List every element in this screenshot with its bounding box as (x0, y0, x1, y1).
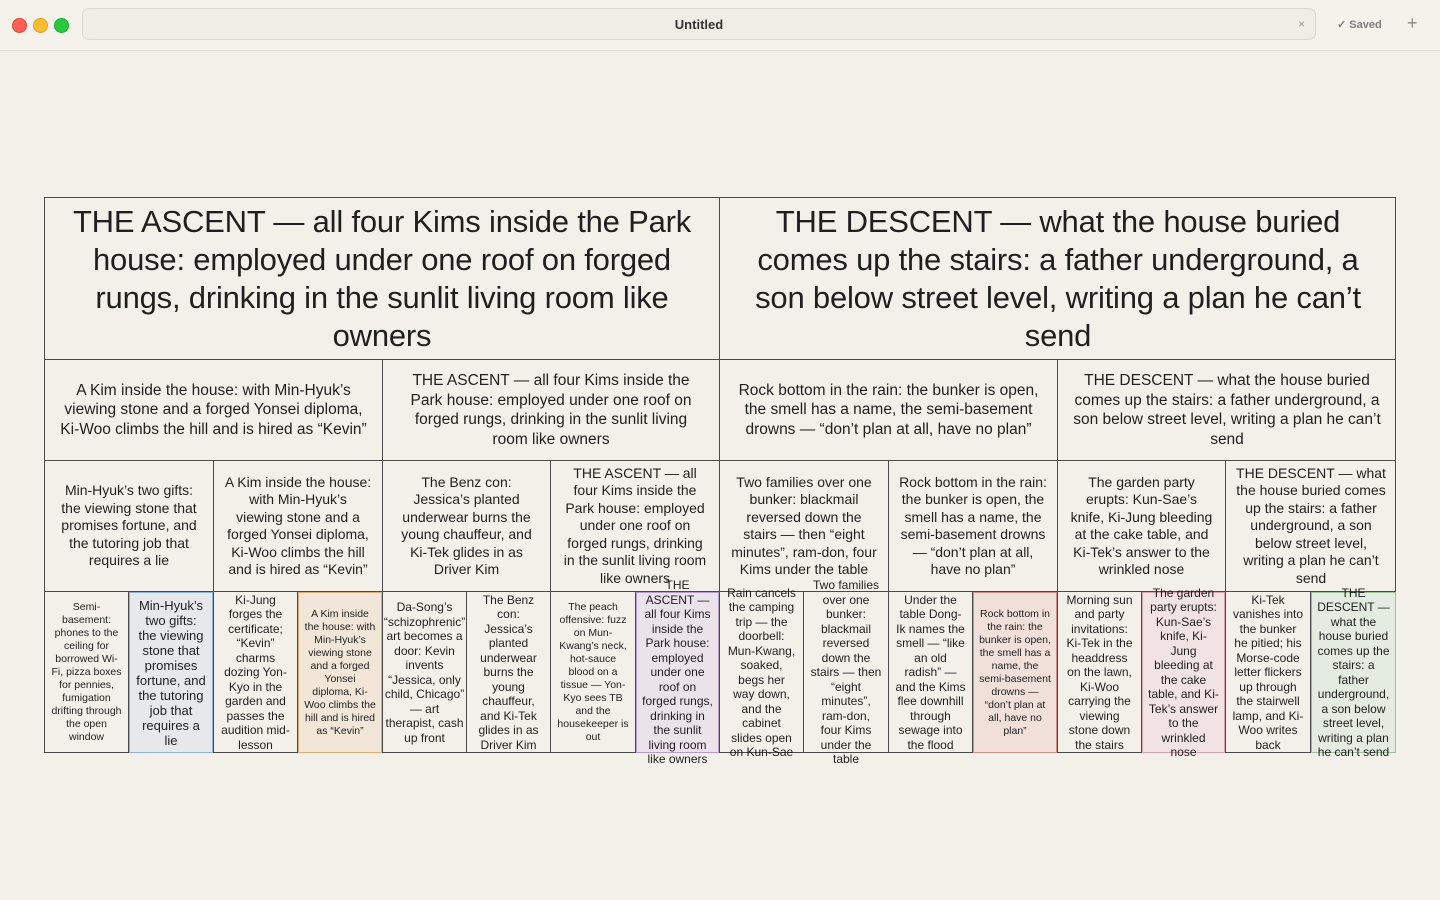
outline-cell-text: A Kim inside the house: with Min-Hyuk’s viewing stone and a forged Yonsei diploma, Ki-Woo climbs the hill and is hired as “Kevin” (60, 381, 367, 438)
tab-title: Untitled (674, 17, 724, 32)
outline-cell-text: Da-Song’s “schizophrenic” art becomes a door: Kevin invents “Jessica, only child, Chicago” — art therapist, cash up front (383, 600, 466, 745)
outline-cell-level1-1[interactable] (45, 360, 383, 461)
outline-cell-text: Ki-Jung forges the certificate; “Kevin” charms dozing Yon-Kyo in the garden and passes the audition mid-lesson (221, 592, 290, 752)
outline-cell-text: THE DESCENT — what the house buried comes up the stairs: a father underground, a son below street level, writing a plan he can’t send (1317, 585, 1390, 759)
outline-cell-level3-3[interactable] (214, 592, 298, 753)
outline-cell-text: Two families over one bunker: blackmail reversed down the stairs — then “eight minutes”, ram-don, four Kims under the table (731, 473, 877, 577)
document-tab[interactable] (82, 8, 1316, 40)
outline-cell-text: Rock bottom in the rain: the bunker is open, the smell has a name, the semi-basement drowns — “don’t plan at all, have no plan” (899, 473, 1047, 577)
outline-cell-level2-1[interactable] (45, 461, 214, 592)
outline-cell-text: A Kim inside the house: with Min-Hyuk’s viewing stone and a forged Yonsei diploma, Ki-Woo climbs the hill and is hired as “Kevin” (304, 607, 376, 737)
outline-cell-text: Rock bottom in the rain: the bunker is open, the smell has a name, the semi-basement drowns — “don’t plan at all, have no plan” (738, 381, 1039, 438)
outline-cell-text: The Benz con: Jessica’s planted underwear burns the young chauffeur, and Ki-Tek glides in as Driver Kim (401, 473, 532, 577)
outline-cell-level3-8[interactable] (636, 578, 720, 767)
outline-cell-level2-5[interactable] (720, 461, 889, 592)
outline-cell-level2-2[interactable] (214, 461, 383, 592)
outline-cell-text: The garden party erupts: Kun-Sae’s knife, Ki-Jung bleeding at the cake table, and Ki-Tek’s answer to the wrinkled nose (1148, 585, 1219, 759)
outline-cell-text: Two families over one bunker: blackmail reversed down the stairs — then “eight minutes”, ram-don, four Kims under the table (810, 578, 882, 767)
outline-cell-level3-2[interactable] (129, 592, 214, 753)
outline-cell-level3-10[interactable] (804, 578, 889, 767)
outline-cell-level0-1[interactable] (45, 198, 720, 360)
title-bar (0, 0, 1440, 51)
saved-status: ✓ Saved (1337, 19, 1382, 31)
outline-cell-level3-7[interactable] (551, 592, 636, 753)
outline-cell-level2-3[interactable] (383, 461, 551, 592)
outline-cell-level2-8[interactable] (1226, 461, 1396, 592)
outline-cell-text: Min-Hyuk’s two gifts: the viewing stone that promises fortune, and the tutoring job that requires a lie (136, 597, 206, 748)
close-window-button[interactable] (12, 18, 27, 33)
outline-cell-text: THE ASCENT — all four Kims inside the Park house: employed under one roof on forged rungs, drinking in the sunlit living room like owners (642, 578, 713, 767)
outline-cell-text: Min-Hyuk’s two gifts: the viewing stone that promises fortune, and the tutoring job that requires a lie (61, 482, 197, 569)
outline-cell-text: THE ASCENT — all four Kims inside the Park house: employed under one roof on forged rungs, drinking in the sunlit living room like owners (410, 372, 692, 448)
outline-cell-text: THE ASCENT — all four Kims inside the Park house: employed under one roof on forged rungs, drinking in the sunlit living room like owners (563, 464, 707, 586)
outline-cell-level3-6[interactable] (467, 592, 551, 753)
outline-cell-text: Ki-Tek vanishes into the bunker he pitied; his Morse-code letter flickers up through the stairwell lamp, and Ki-Woo writes back (1232, 592, 1304, 752)
outline-cell-text: Under the table Dong-Ik names the smell — “like an old radish” — and the Kims flee downhill through sewage into the flood (895, 592, 966, 752)
outline-cell-level2-6[interactable] (889, 461, 1058, 592)
outline-cell-text: A Kim inside the house: with Min-Hyuk’s viewing stone and a forged Yonsei diploma, Ki-Woo climbs the hill and is hired as “Kevin” (224, 473, 372, 577)
outline-cell-level3-15[interactable] (1226, 592, 1311, 753)
outline-cell-level3-5[interactable] (383, 592, 467, 753)
outline-cell-text: Semi-basement: phones to the ceiling for borrowed Wi-Fi, pizza boxes for pennies, fumigation drifting through the open window (51, 601, 122, 743)
minimize-window-button[interactable] (33, 18, 48, 33)
outline-cell-level3-14[interactable] (1142, 585, 1226, 759)
outline-cell-level3-16[interactable] (1311, 585, 1396, 759)
outline-cell-level3-4[interactable] (298, 592, 383, 753)
outline-cell-level3-12[interactable] (973, 592, 1058, 753)
outline-cell-text: THE DESCENT — what the house buried comes up the stairs: a father underground, a son below street level, writing a plan he can’t send (1236, 464, 1386, 586)
outline-cell-level2-7[interactable] (1058, 461, 1226, 592)
outline-cell-text: The peach offensive: fuzz on Mun-Kwang’s neck, hot-sauce blood on a tissue — Yon-Kyo sees TB and the housekeeper is out (557, 601, 629, 743)
outline-cell-text: THE ASCENT — all four Kims inside the Park house: employed under one roof on forged rungs, drinking in the sunlit living room like owners (72, 203, 692, 353)
outline-cell-text: THE DESCENT — what the house buried comes up the stairs: a father underground, a son below street level, writing a plan he can’t send (755, 203, 1361, 353)
tab-close-icon[interactable]: × (1297, 17, 1305, 31)
outline-grid (44, 197, 1396, 767)
outline-cell-level2-4[interactable] (551, 461, 720, 592)
outline-cell-level1-2[interactable] (383, 360, 720, 461)
maximize-window-button[interactable] (54, 18, 69, 33)
outline-cell-text: Morning sun and party invitations: Ki-Tek in the headdress on the lawn, Ki-Woo carrying the viewing stone down the stairs (1066, 592, 1133, 752)
outline-cell-level1-4[interactable] (1058, 360, 1396, 461)
outline-cell-level3-13[interactable] (1058, 592, 1142, 753)
outline-cell-level0-2[interactable] (720, 198, 1396, 360)
outline-cell-text: Rain cancels the camping trip — the doorbell: Mun-Kwang, soaked, begs her way down, and the cabinet slides open on Kun-Sae (727, 585, 796, 759)
outline-cell-level3-9[interactable] (720, 585, 804, 759)
outline-cell-level3-1[interactable] (45, 592, 129, 753)
outline-cell-text: The Benz con: Jessica’s planted underwear burns the young chauffeur, and Ki-Tek glides in as Driver Kim (478, 592, 539, 752)
outline-cell-text: Rock bottom in the rain: the bunker is open, the smell has a name, the semi-basement drowns — “don’t plan at all, have no plan” (979, 607, 1051, 737)
new-tab-button[interactable]: + (1407, 13, 1418, 33)
outline-cell-text: The garden party erupts: Kun-Sae’s knife, Ki-Jung bleeding at the cake table, and Ki-Tek’s answer to the wrinkled nose (1070, 473, 1213, 577)
outline-cell-level1-3[interactable] (720, 360, 1058, 461)
outline-cell-level3-11[interactable] (889, 592, 973, 753)
outline-cell-text: THE DESCENT — what the house buried comes up the stairs: a father underground, a son below street level, writing a plan he can’t send (1073, 372, 1381, 448)
